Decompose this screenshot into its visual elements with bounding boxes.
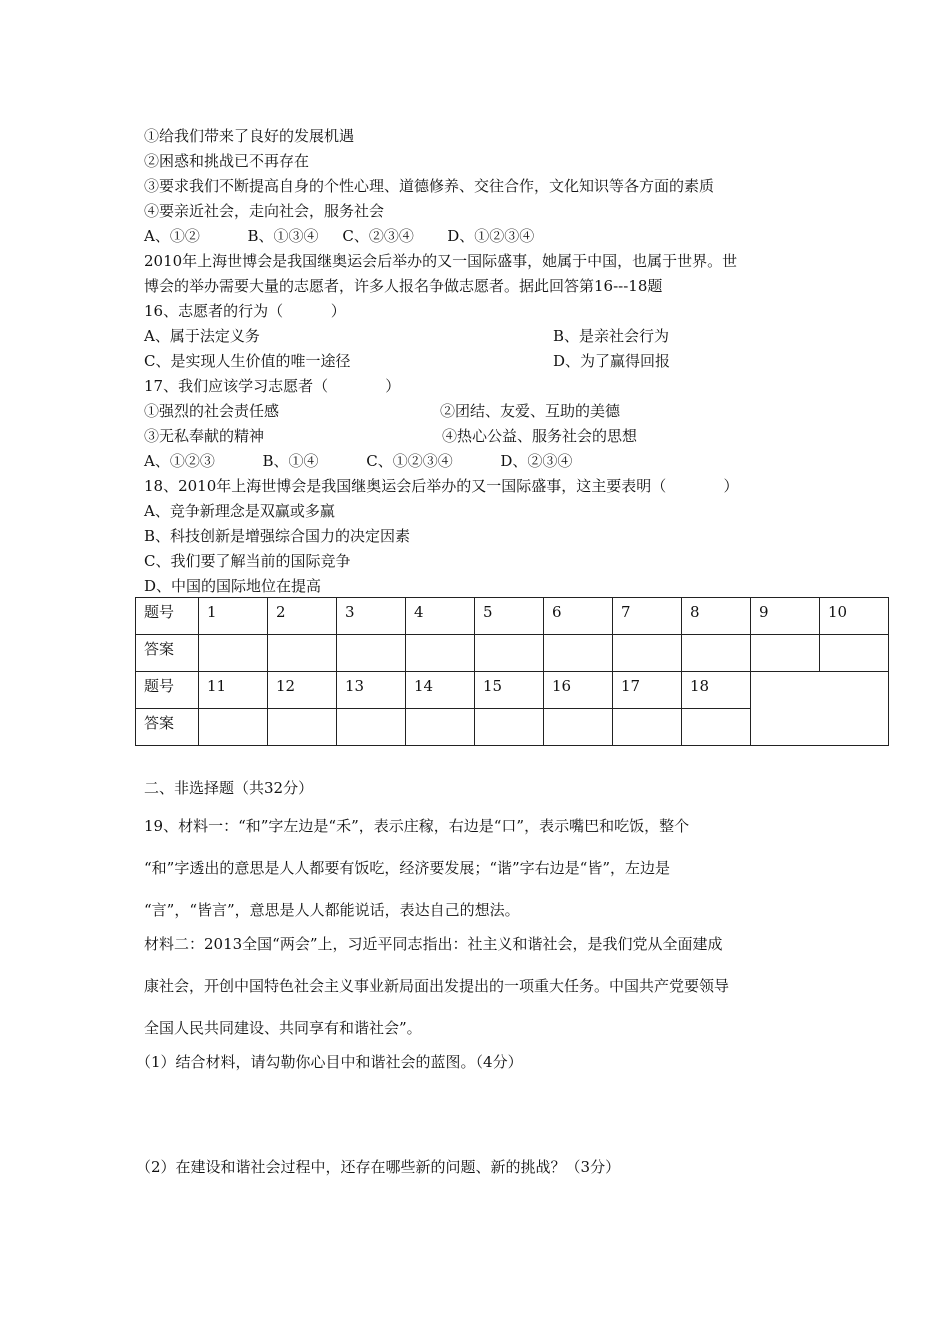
- table-cell: 4: [406, 598, 475, 635]
- row-label-answer: 答案: [136, 709, 199, 746]
- answer-cell[interactable]: [544, 635, 613, 672]
- answer-cell[interactable]: [199, 635, 268, 672]
- q17-item-1: ①强烈的社会责任感: [144, 402, 280, 420]
- answer-table: [135, 597, 889, 746]
- q16-option-a: A、属于法定义务: [144, 327, 260, 345]
- row-label-number: 题号: [136, 598, 199, 635]
- context-line-2: 博会的举办需要大量的志愿者，许多人报名争做志愿者。据此回答第16---18题: [144, 277, 663, 295]
- answer-cell[interactable]: [820, 635, 889, 672]
- material2-line2: 康社会，开创中国特色社会主义事业新局面出发提出的一项重大任务。中国共产党要领导: [144, 977, 730, 995]
- q18-stem: 18、2010年上海世博会是我国继奥运会后举办的又一国际盛事，这主要表明（ ）: [144, 477, 739, 495]
- table-cell: 2: [268, 598, 337, 635]
- material2-line1: 材料二：2013全国“两会”上，习近平同志指出：社主义和谐社会，是我们党从全面建成: [144, 935, 723, 953]
- table-cell: 18: [682, 672, 751, 709]
- answer-cell[interactable]: [268, 635, 337, 672]
- option-3: ③要求我们不断提高自身的个性心理、道德修养、交往合作，文化知识等各方面的素质: [144, 177, 715, 195]
- table-cell: 17: [613, 672, 682, 709]
- answer-cell[interactable]: [199, 709, 268, 746]
- answer-cell[interactable]: [337, 709, 406, 746]
- sub-question-1: （1）结合材料，请勾勒你心目中和谐社会的蓝图。（4分）: [136, 1053, 523, 1071]
- table-cell: 16: [544, 672, 613, 709]
- sub-question-2: （2）在建设和谐社会过程中，还存在哪些新的问题、新的挑战？（3分）: [136, 1158, 621, 1176]
- answer-cell[interactable]: [613, 635, 682, 672]
- table-cell: 12: [268, 672, 337, 709]
- q15-choices: A、①② B、①③④ C、②③④ D、①②③④: [144, 227, 535, 245]
- row-label-answer: 答案: [136, 635, 199, 672]
- answer-cell[interactable]: [475, 635, 544, 672]
- q17-item-4: ④热心公益、服务社会的思想: [442, 427, 638, 445]
- table-cell: 5: [475, 598, 544, 635]
- q19-material1-line1: 19、材料一：“和”字左边是“禾”，表示庄稼，右边是“口”，表示嘴巴和吃饭，整个: [144, 817, 690, 835]
- answer-cell[interactable]: [682, 635, 751, 672]
- table-row: [136, 598, 889, 635]
- table-row: [136, 635, 889, 672]
- context-line-1: 2010年上海世博会是我国继奥运会后举办的又一国际盛事，她属于中国，也属于世界。世: [144, 252, 738, 270]
- table-cell: 15: [475, 672, 544, 709]
- table-cell: 8: [682, 598, 751, 635]
- answer-cell[interactable]: [751, 635, 820, 672]
- answer-cell[interactable]: [544, 709, 613, 746]
- q17-item-2: ②团结、友爱、互助的美德: [440, 402, 621, 420]
- answer-cell[interactable]: [337, 635, 406, 672]
- option-2: ②困惑和挑战已不再存在: [144, 152, 310, 170]
- q18-option-b: B、科技创新是增强综合国力的决定因素: [144, 527, 411, 545]
- table-cell: 14: [406, 672, 475, 709]
- q16-option-b: B、是亲社会行为: [553, 327, 670, 345]
- q16-stem: 16、志愿者的行为（ ）: [144, 302, 346, 320]
- table-cell: 9: [751, 598, 820, 635]
- q17-stem: 17、我们应该学习志愿者（ ）: [144, 377, 401, 395]
- answer-cell[interactable]: [475, 709, 544, 746]
- answer-cell[interactable]: [406, 709, 475, 746]
- q17-choices: A、①②③ B、①④ C、①②③④ D、②③④: [144, 452, 573, 470]
- table-cell: 7: [613, 598, 682, 635]
- table-cell: 1: [199, 598, 268, 635]
- answer-cell[interactable]: [406, 635, 475, 672]
- material2-line3: 全国人民共同建设、共同享有和谐社会”。: [144, 1019, 422, 1037]
- table-cell: 10: [820, 598, 889, 635]
- q18-option-a: A、竞争新理念是双赢或多赢: [144, 502, 335, 520]
- answer-cell[interactable]: [682, 709, 751, 746]
- empty-merged-cell: [751, 672, 889, 746]
- table-row: [136, 672, 889, 709]
- q18-option-c: C、我们要了解当前的国际竞争: [144, 552, 351, 570]
- section2-title: 二、非选择题（共32分）: [144, 779, 314, 797]
- table-cell: 3: [337, 598, 406, 635]
- q16-option-d: D、为了赢得回报: [553, 352, 671, 370]
- q17-item-3: ③无私奉献的精神: [144, 427, 265, 445]
- row-label-number: 题号: [136, 672, 199, 709]
- q19-material1-line2: “和”字透出的意思是人人都要有饭吃，经济要发展；“谐”字右边是“皆”，左边是: [144, 859, 671, 877]
- q16-option-c: C、是实现人生价值的唯一途径: [144, 352, 351, 370]
- option-4: ④要亲近社会，走向社会，服务社会: [144, 202, 385, 220]
- table-cell: 11: [199, 672, 268, 709]
- answer-cell[interactable]: [268, 709, 337, 746]
- option-1: ①给我们带来了良好的发展机遇: [144, 127, 355, 145]
- answer-cell[interactable]: [613, 709, 682, 746]
- table-cell: 13: [337, 672, 406, 709]
- q18-option-d: D、中国的国际地位在提高: [144, 577, 322, 595]
- table-cell: 6: [544, 598, 613, 635]
- q19-material1-line3: “言”，“皆言”，意思是人人都能说话，表达自己的想法。: [144, 901, 520, 919]
